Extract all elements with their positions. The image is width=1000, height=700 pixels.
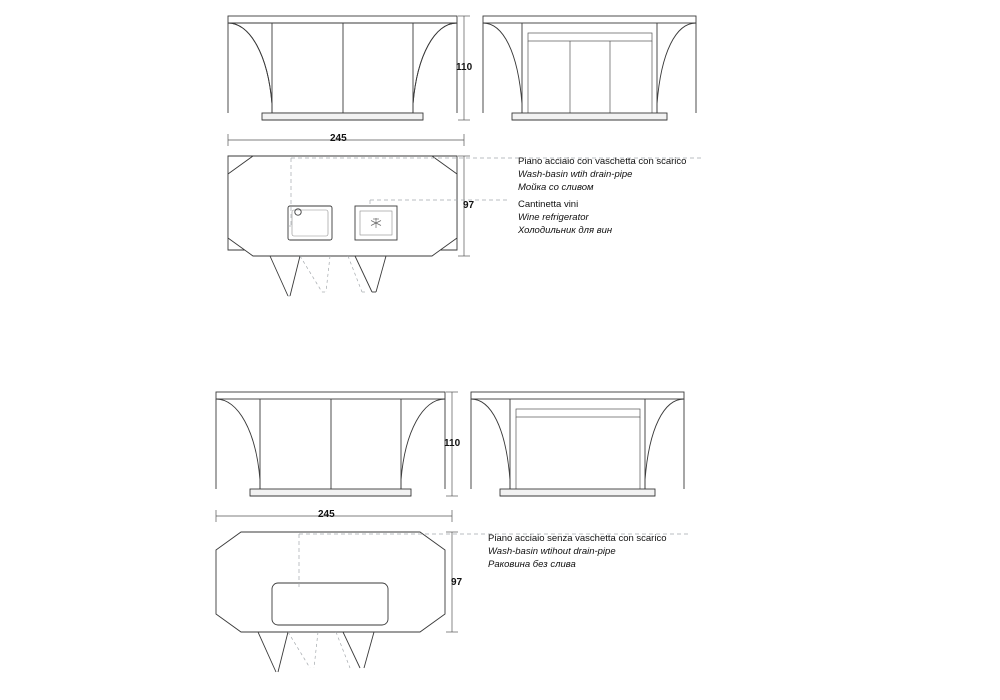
callout-wine-fridge-ru: Холодильник для вин — [518, 225, 613, 237]
callout-worktop-with-drain-ru: Мойка со сливом — [518, 182, 594, 194]
dimension-label-depth-top: 97 — [463, 200, 475, 211]
callout-wine-fridge-en: Wine refrigerator — [518, 212, 589, 224]
callout-worktop-without-drain-ru: Раковина без слива — [488, 559, 576, 571]
dimension-label-height-top: 110 — [456, 62, 473, 73]
plan-view-top — [228, 156, 457, 296]
dimension-label-width-bottom: 245 — [318, 509, 335, 520]
side-elevation-bottom — [471, 392, 684, 496]
callout-worktop-without-drain-it: Piano acciaio senza vaschetta con scarico — [488, 533, 667, 544]
front-elevation-bottom — [216, 392, 445, 496]
callout-worktop-without-drain — [488, 532, 667, 572]
callout-worktop-without-drain-en: Wash-basin wtihout drain-pipe — [488, 546, 616, 558]
dimension-label-depth-bottom: 97 — [451, 577, 463, 588]
front-elevation-top — [228, 16, 457, 120]
callout-wine-fridge — [518, 198, 612, 238]
dimension-label-width-top: 245 — [330, 133, 347, 144]
callout-worktop-with-drain-en: Wash-basin wtih drain-pipe — [518, 169, 633, 181]
side-elevation-top — [483, 16, 696, 120]
callout-worktop-with-drain — [518, 155, 686, 195]
callout-worktop-with-drain-it: Piano acciaio con vaschetta con scarico — [518, 156, 687, 167]
dimension-label-height-bottom: 110 — [444, 438, 461, 449]
callout-wine-fridge-it: Cantinetta vini — [518, 199, 579, 210]
plan-view-bottom — [216, 532, 445, 672]
